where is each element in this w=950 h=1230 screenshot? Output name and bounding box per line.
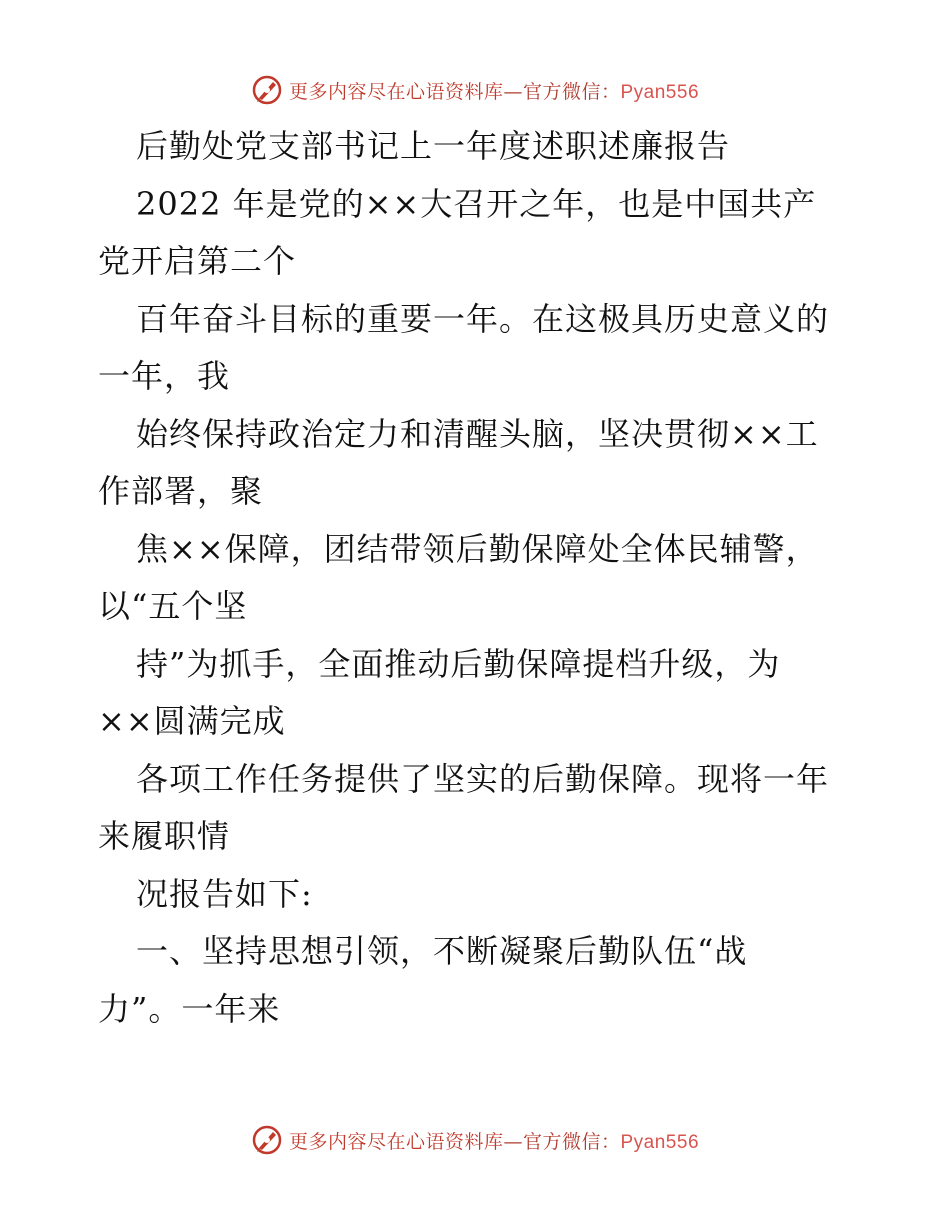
watermark-text	[289, 77, 699, 104]
document-title: 后勤处党支部书记上一年度述职述廉报告	[136, 127, 731, 165]
document-line: 百年奋斗目标的重要一年。在这极具历史意义的	[136, 299, 830, 338]
quill-pen-seal-icon	[251, 74, 283, 106]
header-watermark	[0, 70, 950, 110]
watermark-wechat-id: Pyan556	[620, 1131, 700, 1153]
document-line: 焦××保障，团结带领后勤保障处全体民辅警，	[136, 529, 819, 568]
document-line: 一年，我	[98, 357, 231, 395]
document-line: 始终保持政治定力和清醒头脑，坚决贯彻××工	[136, 414, 819, 453]
document-line: 一、坚持思想引领，不断凝聚后勤队伍“战	[136, 932, 748, 970]
footer-watermark	[0, 1120, 950, 1160]
document-line: 各项工作任务提供了坚实的后勤保障。现将一年	[136, 759, 830, 798]
document-line: 况报告如下:	[136, 874, 313, 913]
document-line: 以“五个坚	[98, 587, 248, 625]
document-line: 作部署，聚	[98, 472, 264, 510]
watermark-site-name: 更多内容尽在心语资料库	[288, 1130, 504, 1153]
watermark-wechat-label: —官方微信：	[503, 1130, 621, 1153]
document-line: ××圆满完成	[98, 702, 286, 740]
watermark-wechat-id: Pyan556	[620, 81, 700, 103]
document-line: 2022 年是党的××大召开之年，也是中国共产	[136, 184, 817, 223]
watermark-text	[289, 1127, 699, 1154]
watermark-wechat-label: —官方微信：	[503, 80, 621, 103]
document-body	[98, 118, 868, 1038]
document-line: 党开启第二个	[98, 242, 297, 280]
document-line: 力”。一年来	[98, 989, 281, 1028]
quill-pen-seal-icon	[251, 1124, 283, 1156]
document-line: 来履职情	[98, 817, 231, 855]
document-line: 持”为抓手，全面推动后勤保障提档升级，为	[136, 644, 781, 683]
watermark-site-name: 更多内容尽在心语资料库	[288, 80, 504, 103]
